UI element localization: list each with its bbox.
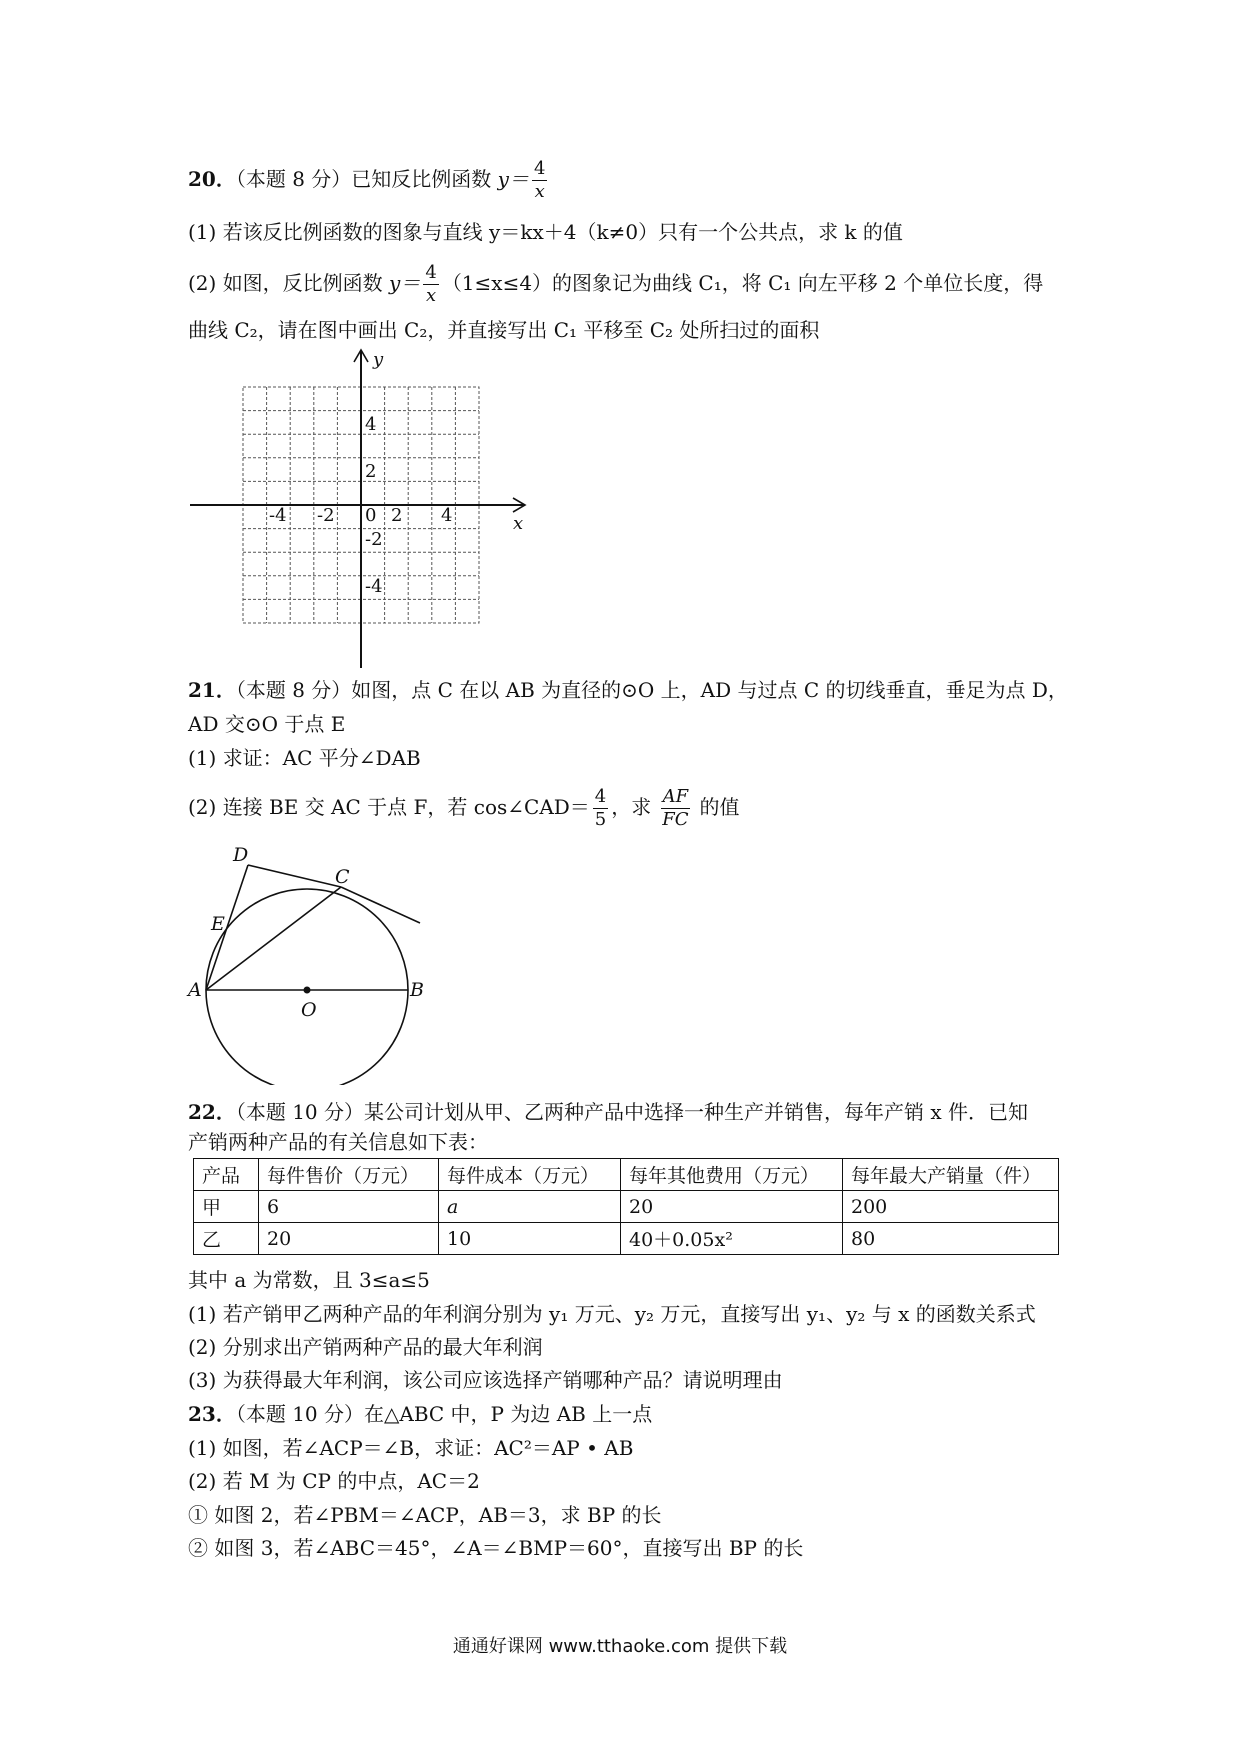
x-tick-label: -2: [317, 505, 335, 526]
circle-figure: [185, 840, 435, 1085]
q22-part2: (2) 分别求出产销两种产品的最大年利润: [188, 1335, 543, 1359]
table-header-cell: 每件成本（万元）: [439, 1159, 621, 1191]
label-b: B: [410, 979, 424, 1001]
table-cell: 甲: [194, 1191, 259, 1223]
y-tick-label: -4: [365, 576, 383, 597]
table-cell: 20: [621, 1191, 843, 1223]
label-e: E: [211, 913, 225, 935]
table-cell: 80: [843, 1223, 1059, 1255]
q22-note: 其中 a 为常数，且 3≤a≤5: [188, 1268, 430, 1292]
q20-title: [188, 158, 550, 203]
y-tick-label: 2: [365, 461, 377, 482]
q21-af-fc-fraction: $\frac{AF}{FC}$: [662, 786, 689, 830]
coordinate-grid-figure: [185, 345, 530, 670]
x-tick-label: 2: [391, 505, 403, 526]
q20-part2-line2: 曲线 C₂，请在图中画出 C₂，并直接写出 C₁ 平移至 C₂ 处所扫过的面积: [188, 318, 820, 342]
q22-part1: (1) 若产销甲乙两种产品的年利润分别为 y₁ 万元、y₂ 万元，直接写出 y₁、y₂ 与 x 的函数关系式: [188, 1302, 1036, 1326]
x-tick-label: -4: [269, 505, 287, 526]
label-c: C: [335, 866, 350, 888]
label-o: O: [301, 999, 317, 1021]
q22-part3: (3) 为获得最大年利润，该公司应该选择产销哪种产品？请说明理由: [188, 1368, 783, 1392]
x-tick-label: 4: [441, 505, 453, 526]
product-info-table: [193, 1158, 1059, 1255]
y-tick-label: -2: [365, 529, 383, 550]
q20-func-lhs: y＝: [497, 167, 529, 191]
tangent-line: [341, 887, 420, 923]
table-row: [194, 1223, 1059, 1255]
page-footer: 通通好课网 www.tthaoke.com 提供下载: [452, 1636, 788, 1657]
table-header-row: [194, 1159, 1059, 1191]
x-axis-label: x: [513, 513, 524, 534]
q21-title-line2: AD 交⊙O 于点 E: [188, 712, 346, 736]
table-row: [194, 1191, 1059, 1223]
q23-number: 23．: [188, 1402, 236, 1426]
table-cell: 乙: [194, 1223, 259, 1255]
table-cell: 6: [259, 1191, 439, 1223]
segment-ac: [206, 887, 341, 990]
y-tick-label: 4: [365, 414, 377, 435]
q22-title-line2: 产销两种产品的有关信息如下表：: [188, 1130, 488, 1154]
q23-part1: (1) 如图，若∠ACP＝∠B，求证：AC²＝AP • AB: [188, 1436, 634, 1460]
q21-title: 21．（本题 8 分）如图，点 C 在以 AB 为直径的⊙O 上，AD 与过点 C 的切线垂直，垂足为点 D，: [188, 678, 1068, 702]
segment-dc: [248, 865, 341, 887]
table-cell: 20: [259, 1223, 439, 1255]
table-header-cell: 每年其他费用（万元）: [621, 1159, 843, 1191]
table-cell: 200: [843, 1191, 1059, 1223]
origin-label: 0: [365, 505, 377, 526]
center-point: [304, 987, 311, 994]
q21-part2: (2) 连接 BE 交 AC 于点 F，若 cos∠CAD＝ $\frac{4}{5}$ ，求 $\frac{AF}{FC}$ 的值: [188, 786, 740, 830]
q21-cos-fraction: $\frac{4}{5}$: [594, 786, 607, 830]
label-d: D: [233, 844, 249, 866]
q20-p2-fraction: $\frac{4}{x}$: [425, 262, 437, 306]
q23-part2: (2) 若 M 为 CP 的中点，AC＝2: [188, 1469, 480, 1493]
table-header-cell: 每年最大产销量（件）: [843, 1159, 1059, 1191]
q23-part2-sub1: ① 如图 2，若∠PBM＝∠ACP，AB＝3，求 BP 的长: [188, 1503, 662, 1527]
q21-number: 21．: [188, 678, 236, 702]
q20-part1: (1) 若该反比例函数的图象与直线 y＝kx＋4（k≠0）只有一个公共点，求 k 的值: [188, 220, 903, 244]
q20-intro: （本题 8 分）已知反比例函数: [235, 167, 498, 191]
q23-title: 23．（本题 10 分）在△ABC 中，P 为边 AB 上一点: [188, 1402, 653, 1426]
table-cell: 10: [439, 1223, 621, 1255]
q20-part2-line1: (2) 如图，反比例函数 y＝ $\frac{4}{x}$ （1≤x≤4）的图象记为曲线 C₁，将 C₁ 向左平移 2 个单位长度，得: [188, 262, 1044, 306]
table-cell: 40＋0.05x²: [621, 1223, 843, 1255]
q22-title: 22．（本题 10 分）某公司计划从甲、乙两种产品中选择一种生产并销售，每年产销 x 件．已知: [188, 1100, 1029, 1124]
q20-fraction: $\frac{4}{x}$: [533, 158, 546, 202]
q21-part1: (1) 求证：AC 平分∠DAB: [188, 746, 421, 770]
table-cell: a: [439, 1191, 621, 1223]
q22-number: 22．: [188, 1100, 236, 1124]
table-header-cell: 产品: [194, 1159, 259, 1191]
y-axis-label: y: [373, 349, 384, 370]
label-a: A: [188, 979, 202, 1001]
q23-part2-sub2: ② 如图 3，若∠ABC＝45°，∠A＝∠BMP＝60°，直接写出 BP 的长: [188, 1536, 804, 1560]
q20-number: 20．: [188, 167, 236, 191]
table-header-cell: 每件售价（万元）: [259, 1159, 439, 1191]
